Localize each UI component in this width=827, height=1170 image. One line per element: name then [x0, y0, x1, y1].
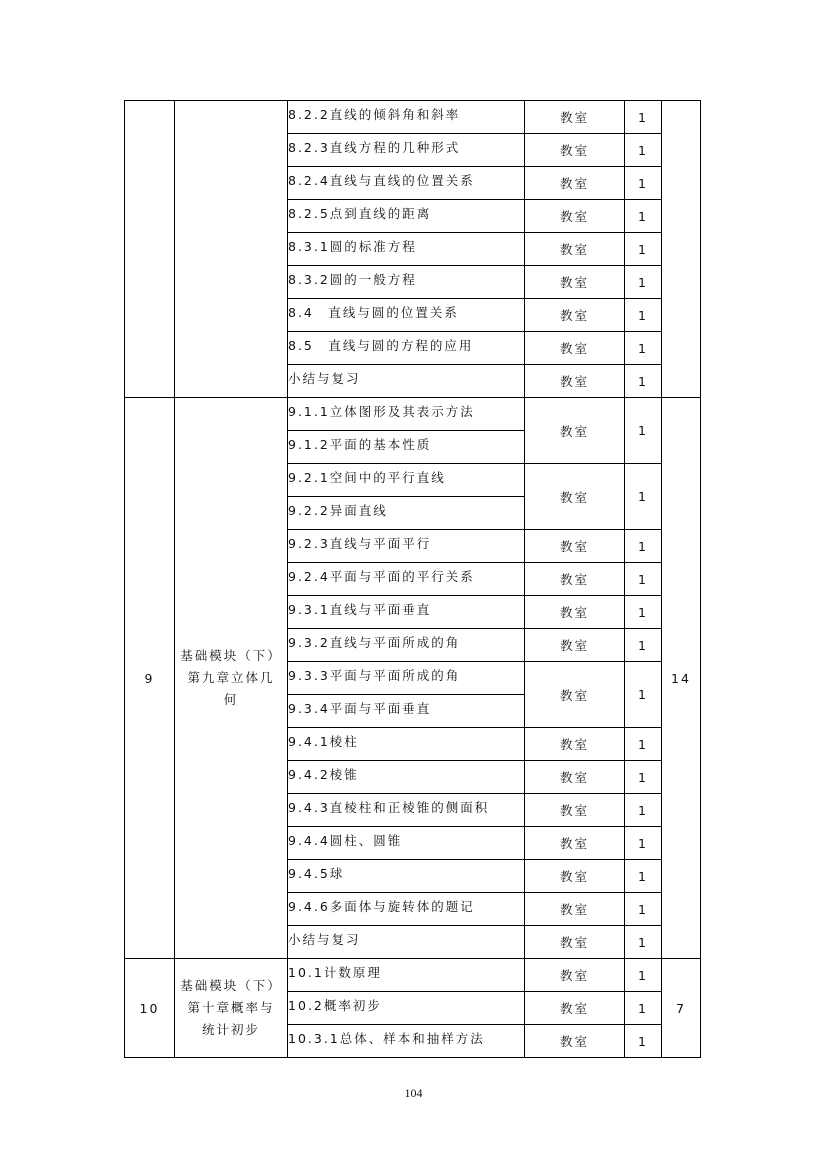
hours-cell: 1: [625, 167, 662, 200]
hours-cell: 1: [625, 794, 662, 827]
place-cell: 教室: [525, 365, 625, 398]
place-cell: 教室: [525, 398, 625, 464]
topic-cell: 9.3.4平面与平面垂直: [288, 695, 525, 728]
place-cell: 教室: [525, 299, 625, 332]
place-cell: 教室: [525, 167, 625, 200]
place-cell: 教室: [525, 530, 625, 563]
place-cell: 教室: [525, 827, 625, 860]
hours-cell: 1: [625, 662, 662, 728]
topic-cell: 10.1计数原理: [288, 959, 525, 992]
place-cell: 教室: [525, 101, 625, 134]
topic-cell: 9.4.3直棱柱和正棱锥的侧面积: [288, 794, 525, 827]
hours-cell: 1: [625, 629, 662, 662]
topic-cell: 8.5 直线与圆的方程的应用: [288, 332, 525, 365]
page-number: 104: [404, 1086, 423, 1100]
hours-cell: 1: [625, 1025, 662, 1058]
topic-cell: 9.1.1立体图形及其表示方法: [288, 398, 525, 431]
module-cell: [175, 101, 288, 398]
topic-cell: 小结与复习: [288, 365, 525, 398]
chapter-cell: 9: [125, 398, 175, 959]
hours-total-cell: [662, 101, 701, 398]
topic-cell: 9.4.2棱锥: [288, 761, 525, 794]
topic-cell: 8.4 直线与圆的位置关系: [288, 299, 525, 332]
chapter-cell: [125, 101, 175, 398]
topic-cell: 8.2.4直线与直线的位置关系: [288, 167, 525, 200]
topic-cell: 8.3.1圆的标准方程: [288, 233, 525, 266]
chapter-cell: 10: [125, 959, 175, 1058]
hours-cell: 1: [625, 530, 662, 563]
topic-cell: 9.4.4圆柱、圆锥: [288, 827, 525, 860]
place-cell: 教室: [525, 794, 625, 827]
place-cell: 教室: [525, 233, 625, 266]
table-row: [125, 959, 701, 992]
hours-cell: 1: [625, 200, 662, 233]
hours-cell: 1: [625, 233, 662, 266]
hours-cell: 1: [625, 926, 662, 959]
place-cell: 教室: [525, 266, 625, 299]
place-cell: 教室: [525, 1025, 625, 1058]
hours-cell: 1: [625, 563, 662, 596]
hours-cell: 1: [625, 860, 662, 893]
topic-cell: 9.3.2直线与平面所成的角: [288, 629, 525, 662]
topic-cell: 9.2.2异面直线: [288, 497, 525, 530]
hours-total-cell: 7: [662, 959, 701, 1058]
hours-cell: 1: [625, 992, 662, 1025]
topic-cell: 9.2.3直线与平面平行: [288, 530, 525, 563]
course-schedule-table: [124, 100, 701, 1058]
topic-cell: 9.4.5球: [288, 860, 525, 893]
topic-cell: 9.2.4平面与平面的平行关系: [288, 563, 525, 596]
place-cell: 教室: [525, 662, 625, 728]
module-cell: 基础模块（下） 第十章概率与 统计初步: [175, 959, 288, 1058]
module-cell: 基础模块（下） 第九章立体几 何: [175, 398, 288, 959]
topic-cell: 10.3.1总体、样本和抽样方法: [288, 1025, 525, 1058]
topic-cell: 8.2.2直线的倾斜角和斜率: [288, 101, 525, 134]
place-cell: 教室: [525, 728, 625, 761]
place-cell: 教室: [525, 464, 625, 530]
topic-cell: 8.2.3直线方程的几种形式: [288, 134, 525, 167]
hours-cell: 1: [625, 101, 662, 134]
hours-cell: 1: [625, 893, 662, 926]
place-cell: 教室: [525, 596, 625, 629]
hours-cell: 1: [625, 959, 662, 992]
place-cell: 教室: [525, 860, 625, 893]
topic-cell: 9.4.6多面体与旋转体的题记: [288, 893, 525, 926]
topic-cell: 9.1.2平面的基本性质: [288, 431, 525, 464]
place-cell: 教室: [525, 992, 625, 1025]
place-cell: 教室: [525, 563, 625, 596]
hours-cell: 1: [625, 761, 662, 794]
topic-cell: 9.3.3平面与平面所成的角: [288, 662, 525, 695]
topic-cell: 小结与复习: [288, 926, 525, 959]
hours-cell: 1: [625, 365, 662, 398]
place-cell: 教室: [525, 200, 625, 233]
place-cell: 教室: [525, 134, 625, 167]
topic-cell: 8.2.5点到直线的距离: [288, 200, 525, 233]
hours-cell: 1: [625, 266, 662, 299]
hours-cell: 1: [625, 398, 662, 464]
hours-cell: 1: [625, 299, 662, 332]
place-cell: 教室: [525, 761, 625, 794]
place-cell: 教室: [525, 926, 625, 959]
hours-cell: 1: [625, 134, 662, 167]
place-cell: 教室: [525, 959, 625, 992]
table-row: [125, 398, 701, 431]
topic-cell: 10.2概率初步: [288, 992, 525, 1025]
topic-cell: 9.3.1直线与平面垂直: [288, 596, 525, 629]
place-cell: 教室: [525, 893, 625, 926]
hours-cell: 1: [625, 827, 662, 860]
hours-cell: 1: [625, 332, 662, 365]
place-cell: 教室: [525, 629, 625, 662]
topic-cell: 9.4.1棱柱: [288, 728, 525, 761]
topic-cell: 9.2.1空间中的平行直线: [288, 464, 525, 497]
table-row: [125, 101, 701, 134]
hours-total-cell: 14: [662, 398, 701, 959]
hours-cell: 1: [625, 728, 662, 761]
hours-cell: 1: [625, 596, 662, 629]
place-cell: 教室: [525, 332, 625, 365]
topic-cell: 8.3.2圆的一般方程: [288, 266, 525, 299]
hours-cell: 1: [625, 464, 662, 530]
